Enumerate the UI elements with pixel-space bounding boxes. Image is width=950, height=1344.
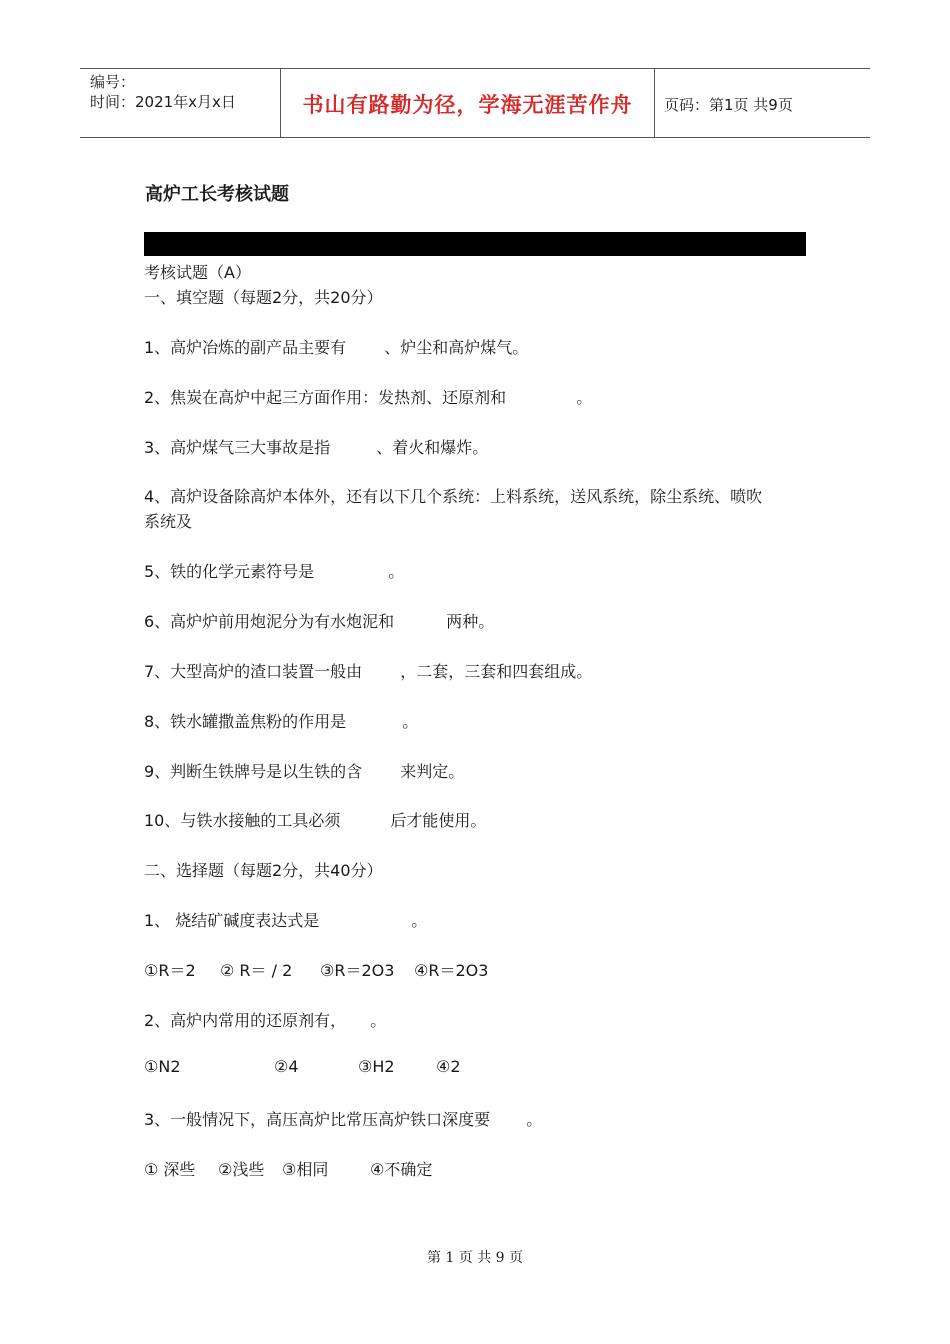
motto: 书山有路勤为径，学海无涯苦作舟: [302, 93, 633, 117]
page-footer: 第 1 页 共 9 页: [426, 1250, 524, 1266]
question-1: [144, 335, 528, 358]
choice-3-option-2: ②浅些: [218, 1160, 265, 1179]
choice-3-option-1: ① 深些: [144, 1160, 196, 1179]
header-motto-cell: [280, 69, 655, 137]
question-7-text-b: ，二套，三套和四套组成。: [400, 662, 593, 681]
choice-2-option-2: ②4: [274, 1057, 299, 1076]
question-6-text-a: 6、高炉炉前用炮泥分为有水炮泥和: [144, 612, 395, 631]
choice-3-option-3: ③相同: [282, 1160, 329, 1179]
question-4-line-2: 系统及: [144, 512, 193, 531]
question-1-text-b: 、炉尘和高炉煤气。: [384, 338, 529, 357]
question-8-text-a: 8、铁水罐撒盖焦粉的作用是: [144, 712, 347, 731]
page-code: 页码：第1页 共9页: [664, 96, 793, 114]
choice-3: [144, 1107, 542, 1130]
question-7-text-a: 7、大型高炉的渣口装置一般由: [144, 662, 363, 681]
question-3: [144, 435, 488, 458]
choice-2-option-4: ④2: [436, 1057, 461, 1076]
question-3-text-b: 、着火和爆炸。: [376, 438, 489, 457]
question-4-line-1: 4、高炉设备除高炉本体外，还有以下几个系统：上料系统，送风系统，除尘系统、喷吹: [144, 487, 763, 506]
redaction-bar: [144, 232, 806, 256]
question-8-text-b: 。: [402, 712, 419, 731]
question-5: [144, 559, 404, 582]
choice-1-option-4: ④R＝2O3: [414, 961, 489, 980]
question-2: [144, 385, 592, 408]
choice-3-text-b: 。: [526, 1110, 543, 1129]
choice-3-option-4: ④不确定: [370, 1160, 433, 1179]
question-9-text-b: 来判定。: [400, 762, 465, 781]
question-6-text-b: 两种。: [446, 612, 495, 631]
question-5-text-b: 。: [388, 562, 405, 581]
choice-2-text-b: 。: [370, 1011, 387, 1030]
time-label: 时间：2021年x月x日: [90, 93, 236, 111]
question-6: [144, 609, 494, 632]
question-10-text-a: 10、与铁水接触的工具必须: [144, 811, 341, 830]
choice-1-option-1: ①R＝2: [144, 961, 196, 980]
question-3-text-a: 3、高炉煤气三大事故是指: [144, 438, 331, 457]
document-title: 高炉工长考核试题: [145, 184, 289, 205]
choice-2-text-a: 2、高炉内常用的还原剂有，: [144, 1011, 347, 1030]
exam-subtitle: 考核试题（A）: [144, 263, 251, 282]
choice-1-option-3: ③R＝2O3: [320, 961, 395, 980]
question-9-text-a: 9、判断生铁牌号是以生铁的含: [144, 762, 363, 781]
question-10-text-b: 后才能使用。: [390, 811, 487, 830]
header-page-cell: [654, 69, 870, 137]
choice-1-text-b: 。: [411, 911, 428, 930]
number-label: 编号：: [90, 73, 136, 91]
choice-2-option-1: ①N2: [144, 1057, 181, 1076]
section-fill-blank-heading: 一、填空题（每题2分，共20分）: [144, 288, 383, 307]
choice-1-text-a: 1、 烧结矿碱度表达式是: [144, 911, 320, 930]
question-2-text-b: 。: [576, 388, 593, 407]
question-7: [144, 659, 592, 682]
question-8: [144, 709, 418, 732]
header-table: [80, 68, 870, 138]
question-9: [144, 759, 464, 782]
question-1-text-a: 1、高炉冶炼的副产品主要有: [144, 338, 347, 357]
choice-1-option-2: ② R＝ / 2: [220, 961, 293, 980]
question-5-text-a: 5、铁的化学元素符号是: [144, 562, 315, 581]
question-10: [144, 808, 486, 831]
choice-2-option-3: ③H2: [358, 1057, 395, 1076]
choice-3-text-a: 3、一般情况下，高压高炉比常压高炉铁口深度要: [144, 1110, 491, 1129]
question-2-text-a: 2、焦炭在高炉中起三方面作用：发热剂、还原剂和: [144, 388, 507, 407]
section-choice-heading: 二、选择题（每题2分，共40分）: [144, 861, 383, 880]
choice-1: [144, 908, 427, 931]
header-left-cell: [80, 69, 280, 137]
choice-2: [144, 1008, 386, 1031]
